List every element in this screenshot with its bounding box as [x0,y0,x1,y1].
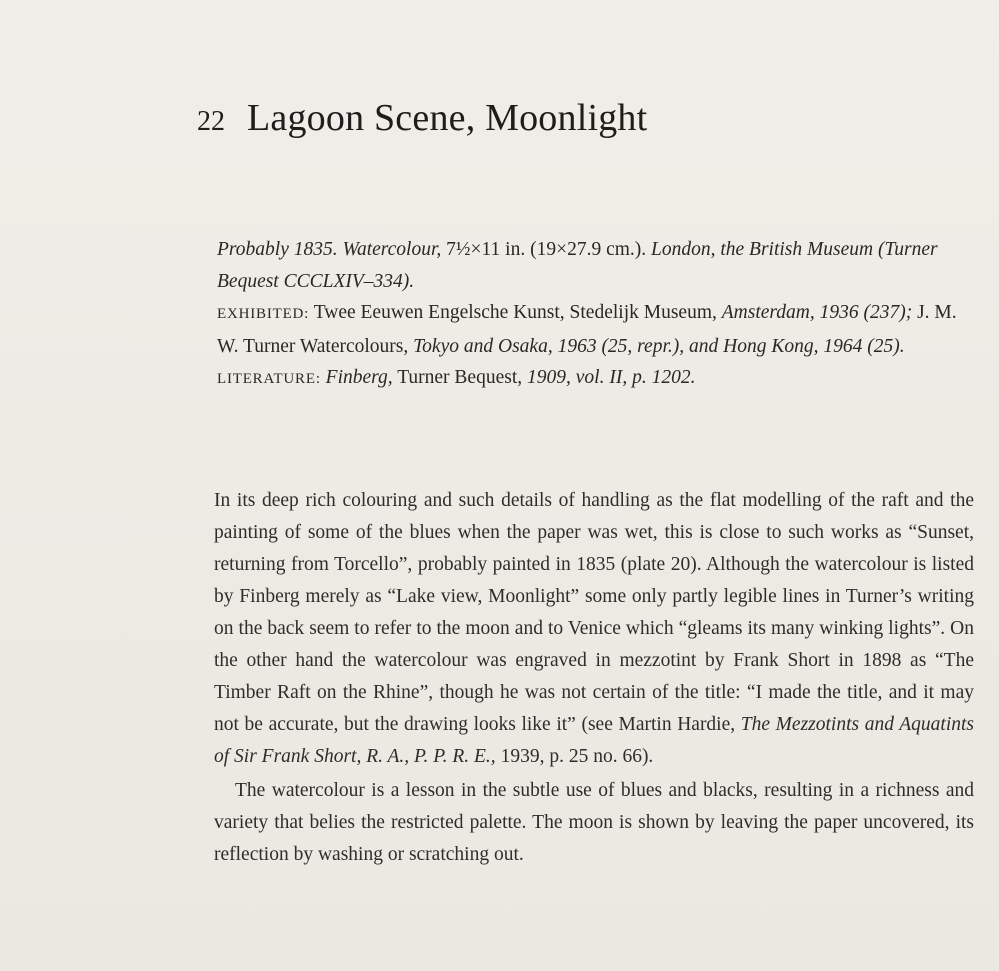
literature-author: Finberg, [325,367,393,388]
commentary-paragraph-2: The watercolour is a lesson in the subtle use of blues and blacks, resulting in a richness and variety that belies the restricted palette. The moon is shown by leaving the paper uncovered, its reflection by washing or scratching out. [214,780,974,865]
catalogue-exhibited [217,297,977,362]
literature-reference: 1909, vol. II, p. 1202. [527,367,696,388]
catalogue-description [217,234,977,297]
exhibited-place-1: Amsterdam, 1936 (237); [721,302,913,323]
plate-title: Lagoon Scene, Moonlight [247,97,648,139]
literature-label: LITERATURE: [217,371,321,387]
paragraph-1-citation: 1939, p. 25 no. 66). [500,746,654,767]
paragraph-1-text: In its deep rich colouring and such details of handling as the flat modelling of the raft and the painting of some of the blues when the paper was wet, this is close to such works as “Sunset, returning from Torcello”, probably painted in 1835 (plate 20). Although the watercolour is listed by Finberg merely as “Lake view, Moonlight” some only partly legible lines in Turner’s writing on the back seem to refer to the moon and to Venice which “gleams its many winking lights”. On the other hand the watercolour was engraved in mezzotint by Frank Short in 1898 as “The Timber Raft on the Rhine”, though he was not certain of the title: “I made the title, and it may not be accurate, but the drawing looks like it” (see Martin Hardie, [214,490,974,735]
literature-work: Turner Bequest, [397,367,523,388]
catalogue-dimensions: 7½×11 in. (19×27.9 cm.). [446,239,647,260]
plate-heading [197,96,647,140]
commentary-paragraph-1 [214,485,974,773]
catalogue-date: Probably 1835. [217,239,338,260]
catalogue-location: London, the British Museum (Turner Bequest CCCLXIV–334). [217,239,938,292]
paragraph-1-book-title: The Mezzotints and Aquatints of Sir Frank Short, R. A., P. P. R. E., [214,714,975,767]
exhibited-show-1: Twee Eeuwen Engelsche Kunst, Stedelijk Museum, [313,302,717,323]
exhibited-place-2: Tokyo and Osaka, 1963 (25, repr.), and Hong Kong, 1964 (25). [413,335,905,357]
commentary [214,485,974,871]
catalogue-literature [217,362,977,396]
catalogue-entry [217,234,977,396]
exhibited-show-2: J. M. W. Turner Watercolours, [217,302,957,357]
plate-number: 22 [197,106,225,137]
catalogue-medium: Watercolour, [342,239,442,260]
exhibited-label: EXHIBITED: [217,306,310,322]
